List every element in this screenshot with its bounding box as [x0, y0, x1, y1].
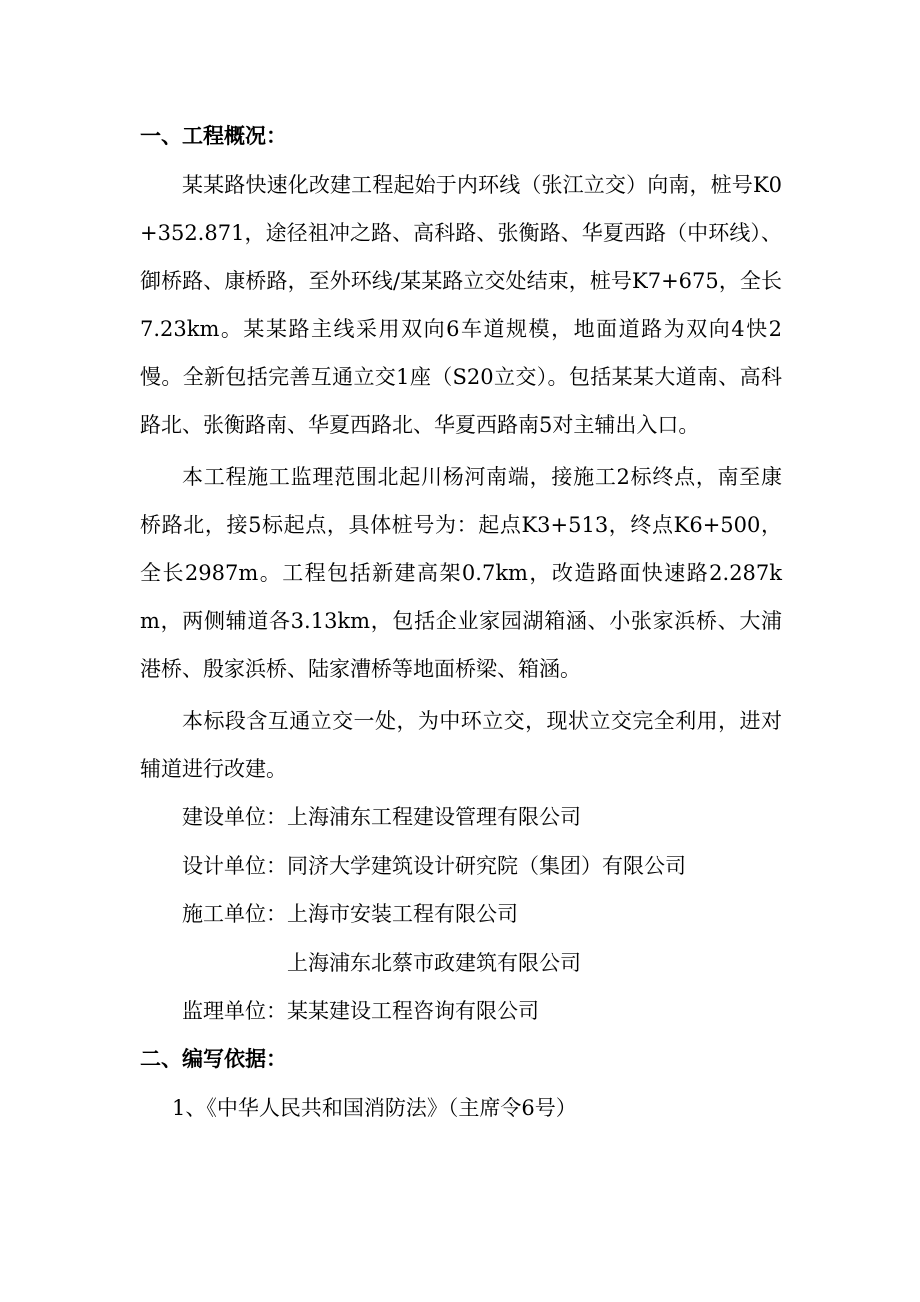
paragraph-supervision-scope: 本工程施工监理范围北起川杨河南端，接施工2标终点，南至康桥路北，接5标起点，具体桩号为：起点K3+513，终点K6+500，全长2987m。工程包括新建高架0.7km，改造路面快速路2.287km，两侧辅道各3.13km，包括企业家园湖箱涵、小张家浜桥、大浦港桥、殷家浜桥、陆家漕桥等地面桥梁、箱涵。 — [140, 465, 782, 681]
supervision-unit: 监理单位：某某建设工程咨询有限公司 — [182, 999, 539, 1023]
section-heading-basis: 二、编写依据： — [140, 1046, 287, 1071]
document-body — [140, 113, 782, 1132]
basis-item: 1、《中华人民共和国消防法》（主席令6号） — [172, 1095, 577, 1120]
design-unit: 设计单位：同济大学建筑设计研究院（集团）有限公司 — [182, 853, 686, 878]
paragraph-interchange: 本标段含互通立交一处，为中环立交，现状立交完全利用，进对辅道进行改建。 — [140, 709, 782, 781]
builder-unit: 施工单位：上海市安装工程有限公司 — [182, 902, 518, 926]
paragraph-project-overview: 某某路快速化改建工程起始于内环线（张江立交）向南，桩号K0+352.871，途径祖冲之路、高科路、张衡路、华夏西路（中环线）、御桥路、康桥路，至外环线/某某路立交处结束，桩号K7+675，全长7.23km。某某路主线采用双向6车道规模，地面道路为双向4快2慢。全新包括完善互通立交1座（S20立交）。包括某某大道南、高科路北、张衡路南、华夏西路北、华夏西路南5对主辅出入口。 — [140, 173, 782, 437]
builder-unit-second: 上海浦东北蔡市政建筑有限公司 — [287, 950, 581, 975]
construction-unit: 建设单位：上海浦东工程建设管理有限公司 — [182, 805, 581, 829]
section-heading-overview: 一、工程概况： — [140, 124, 287, 148]
